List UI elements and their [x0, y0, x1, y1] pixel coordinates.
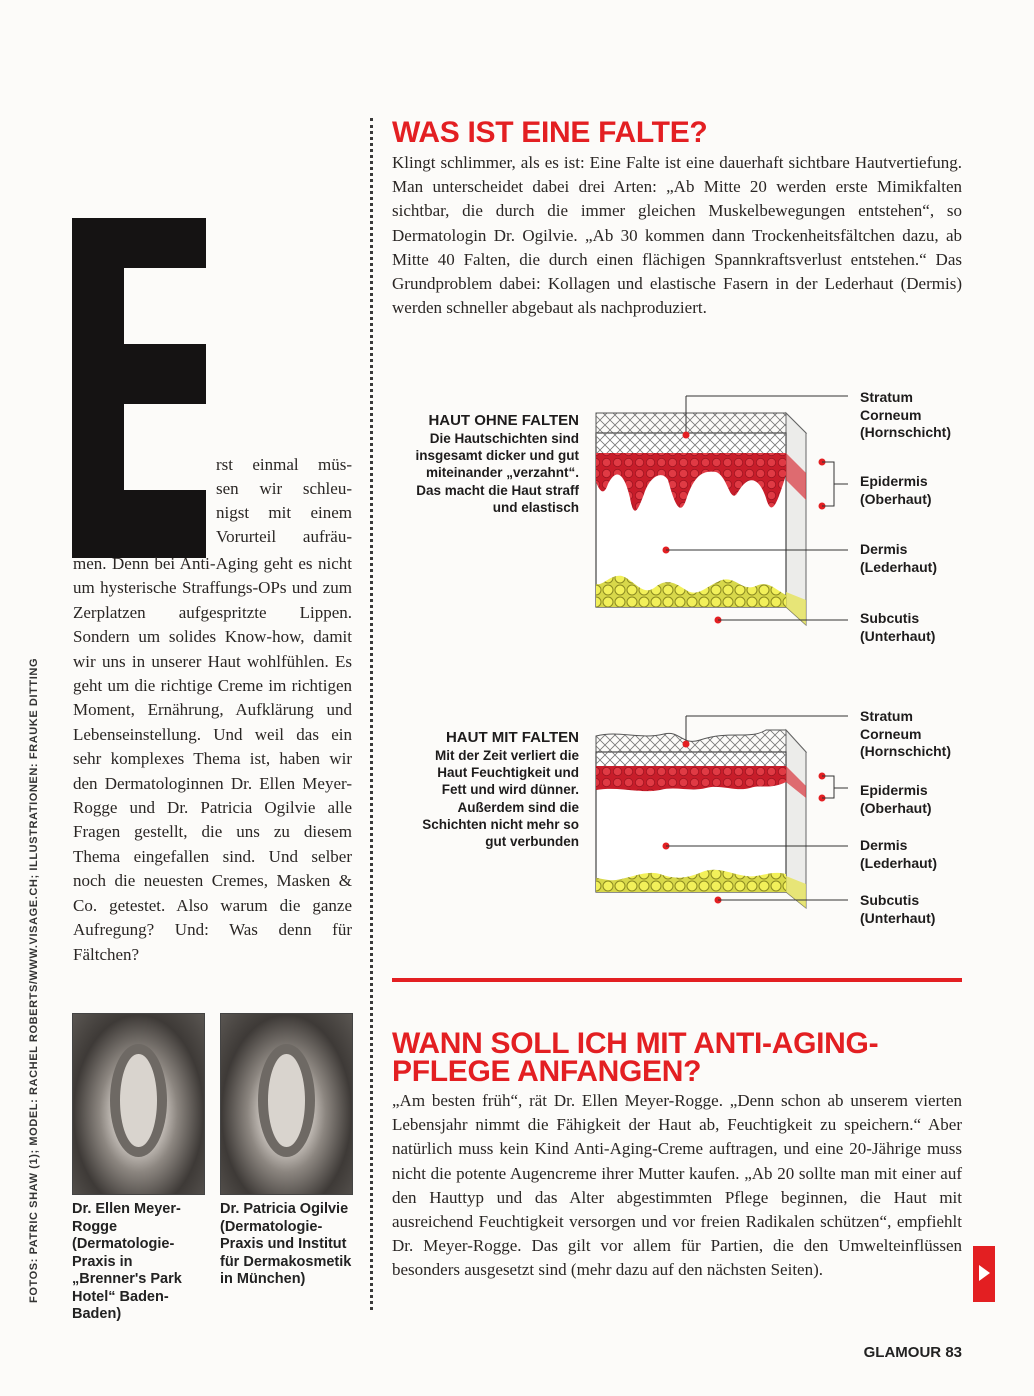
diagram-title: HAUT OHNE FALTEN: [428, 412, 579, 429]
skin-diagram-wrinkled: [590, 700, 870, 940]
diagram-description: Mit der Zeit verliert die Haut Feuchtigkeit und Fett und wird dünner. Außerdem sind die Schichten nicht mehr so gut verbunden: [422, 748, 579, 850]
label-stratum-corneum: Stratum Corneum (Hornschicht): [860, 389, 951, 440]
intro-line: sen wir schleu-: [216, 479, 352, 498]
page-footer: [780, 1344, 962, 1361]
label-dermis: Dermis (Lederhaut): [860, 837, 937, 871]
photo-credits: FOTOS: PATRIC SHAW (1); MODEL: RACHEL ROBERTS/WWW.VISAGE.CH; ILLUSTRATIONEN: FRAUKE DITTING: [28, 657, 40, 1303]
portrait-caption: Dr. Patricia Ogilvie (Dermatologie-Praxis und Institut für Dermakosmetik in München): [220, 1201, 352, 1287]
column-divider: [370, 118, 373, 1310]
section-heading: WANN SOLL ICH MIT ANTI-AGING- PFLEGE ANFANGEN?: [392, 1027, 879, 1088]
magazine-name: GLAMOUR: [863, 1344, 942, 1361]
intro-line: rst einmal müs-: [216, 455, 352, 474]
page-number: 83: [945, 1344, 962, 1361]
section-body: Klingt schlimmer, als es ist: Eine Falte ist eine dauerhaft sichtbare Hautvertiefung. Man unterscheidet dabei drei Arten: „Ab Mitte 20 werden erste Mimikfalten sichtbar, die durch die immer gleichen Muskelbewegungen entstehen“, so Dermatologin Dr. Ogilvie. „Ab 30 kommen dann Trockenheitsfältchen dazu, ab Mitte 40 Falten, die durch einen flächigen Spannkraftsverlust entstehen.“ Das Grundproblem dabei: Kollagen und elastische Fasern in der Lederhaut (Dermis) werden schneller abgebaut als nachproduziert.: [392, 153, 962, 318]
diagram-description: Die Hautschichten sind insgesamt dicker und gut miteinander „verzahnt“. Das macht die Haut straff und elastisch: [415, 431, 579, 515]
portrait-ogilvie: [220, 1013, 353, 1195]
section-body: „Am besten früh“, rät Dr. Ellen Meyer-Rogge. „Denn schon ab unserem vierten Lebensjahr nimmt die Fähigkeit der Haut ab, Feuchtigkeit zu speichern.“ Aber natürlich muss kein Kind Anti-Aging-Creme auftragen, und eine 20-Jährige muss nicht die potente Augencreme ihrer Mutter kaufen. „Ab 20 sollte man mit einer auf den Hauttyp und das Alter abgestimmten Pflege beginnen, die Haut mit ausreichend Feuchtigkeit versorgen und vor freien Radikalen schützen“, empfiehlt Dr. Meyer-Rogge. Das gilt vor allem für Partien, die den Umwelteinflüssen besonders ausgesetzt sind (mehr dazu auf den nächsten Seiten).: [392, 1091, 962, 1280]
section-heading: WAS IST EINE FALTE?: [392, 116, 708, 149]
portrait-caption: Dr. Ellen Meyer-Rogge (Dermatologie-Praxis in „Brenner's Park Hotel“ Baden-Baden): [72, 1201, 182, 1322]
label-epidermis: Epidermis (Oberhaut): [860, 473, 932, 507]
dropcap-shape: [124, 404, 206, 490]
section-divider: [392, 978, 962, 982]
label-subcutis: Subcutis (Unterhaut): [860, 892, 936, 926]
label-subcutis: Subcutis (Unterhaut): [860, 610, 936, 644]
intro-line: nigst mit einem: [216, 503, 352, 522]
diagram-title: HAUT MIT FALTEN: [445, 729, 579, 746]
label-dermis: Dermis (Lederhaut): [860, 541, 937, 575]
play-triangle-icon: [979, 1265, 990, 1281]
intro-paragraph: men. Denn bei Anti-Aging geht es nicht um hysterische Straffungs-OPs und zum Zerplatzen aufgespritzte Lippen. Sondern um solides Know-how, damit wir uns in unserer Haut wohlfühlen. Es geht um die richtige Creme im richtigen Moment, Ernährung, Aufklärung und Lebenseinstellung. Und weil das ein sehr komplexes Thema ist, haben wir den Dermatologinnen Dr. Ellen Meyer-Rogge und Dr. Patricia Ogilvie alle Fragen gestellt, die uns zu diesem Thema eingefallen sind. Und selber noch die neuesten Cremes, Masken & Co. getestet. Also warum die ganze Aufregung? Und: Was denn für Fältchen?: [73, 554, 352, 964]
skin-diagram-smooth: [590, 380, 870, 660]
portrait-meyer-rogge: [72, 1013, 205, 1195]
label-stratum-corneum: Stratum Corneum (Hornschicht): [860, 708, 951, 759]
dropcap-shape: [124, 268, 206, 344]
intro-line: Vorurteil aufräu-: [216, 527, 352, 546]
label-epidermis: Epidermis (Oberhaut): [860, 782, 932, 816]
